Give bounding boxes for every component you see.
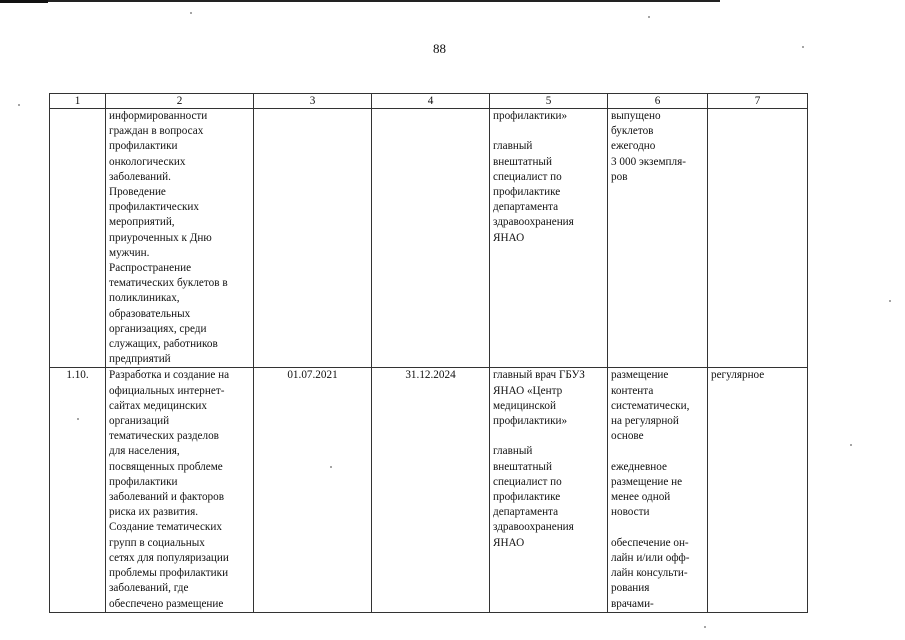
scan-speck [330, 466, 332, 468]
page-number: 88 [433, 41, 446, 56]
table-header-row [50, 94, 808, 109]
scan-top-mark [0, 0, 48, 3]
item-number [50, 109, 106, 368]
column-header: 5 [490, 94, 608, 109]
table-row [50, 368, 808, 612]
responsible-party: профилактики» главный внештатный специалист по профилактике департамента здравоохранения ЯНАО [490, 109, 608, 368]
start-date: 01.07.2021 [254, 368, 372, 612]
column-header: 1 [50, 94, 106, 109]
responsible-party: главный врач ГБУЗ ЯНАО «Центр медицинской профилактики» главный внештатный специалист по профилактике департамента здравоохранения ЯНАО [490, 368, 608, 612]
column-header: 7 [708, 94, 808, 109]
scan-speck [190, 12, 192, 14]
table-row [50, 109, 808, 368]
scan-speck [648, 16, 650, 18]
expected-result: выпущено буклетов ежегодно 3 000 экземпля- ров [608, 109, 708, 368]
measure-description: Разработка и создание на официальных интернет- сайтах медицинских организаций тематических разделов для населения, посвященных проблеме профилактики заболеваний и факторов риска их развития. Создание тематических групп в социальных сетях для популяризации проблемы профилактики заболеваний, где обеспечено размещение [106, 368, 254, 612]
column-header: 3 [254, 94, 372, 109]
scan-top-border [0, 0, 720, 2]
scan-speck [889, 300, 891, 302]
scan-speck [18, 104, 20, 106]
end-date: 31.12.2024 [372, 368, 490, 612]
measure-description: информированности граждан в вопросах профилактики онкологических заболеваний. Проведение профилактических мероприятий, приуроченных к Дню мужчин. Распространение тематических буклетов в поликлиниках, образовательных организациях, среди служащих, работников предприятий [106, 109, 254, 368]
end-date [372, 109, 490, 368]
scan-speck [77, 418, 79, 420]
expected-result: размещение контента систематически, на регулярной основе ежедневное размещение не менее одной новости обеспечение он- лайн и/или офф- лайн консульти- рования врачами- [608, 368, 708, 612]
frequency: регулярное [708, 368, 808, 612]
item-number: 1.10. [50, 368, 106, 612]
scan-speck [850, 444, 852, 446]
start-date [254, 109, 372, 368]
column-header: 4 [372, 94, 490, 109]
frequency [708, 109, 808, 368]
measures-table [49, 93, 808, 613]
scan-speck [802, 46, 804, 48]
scan-speck [704, 626, 706, 628]
column-header: 6 [608, 94, 708, 109]
column-header: 2 [106, 94, 254, 109]
